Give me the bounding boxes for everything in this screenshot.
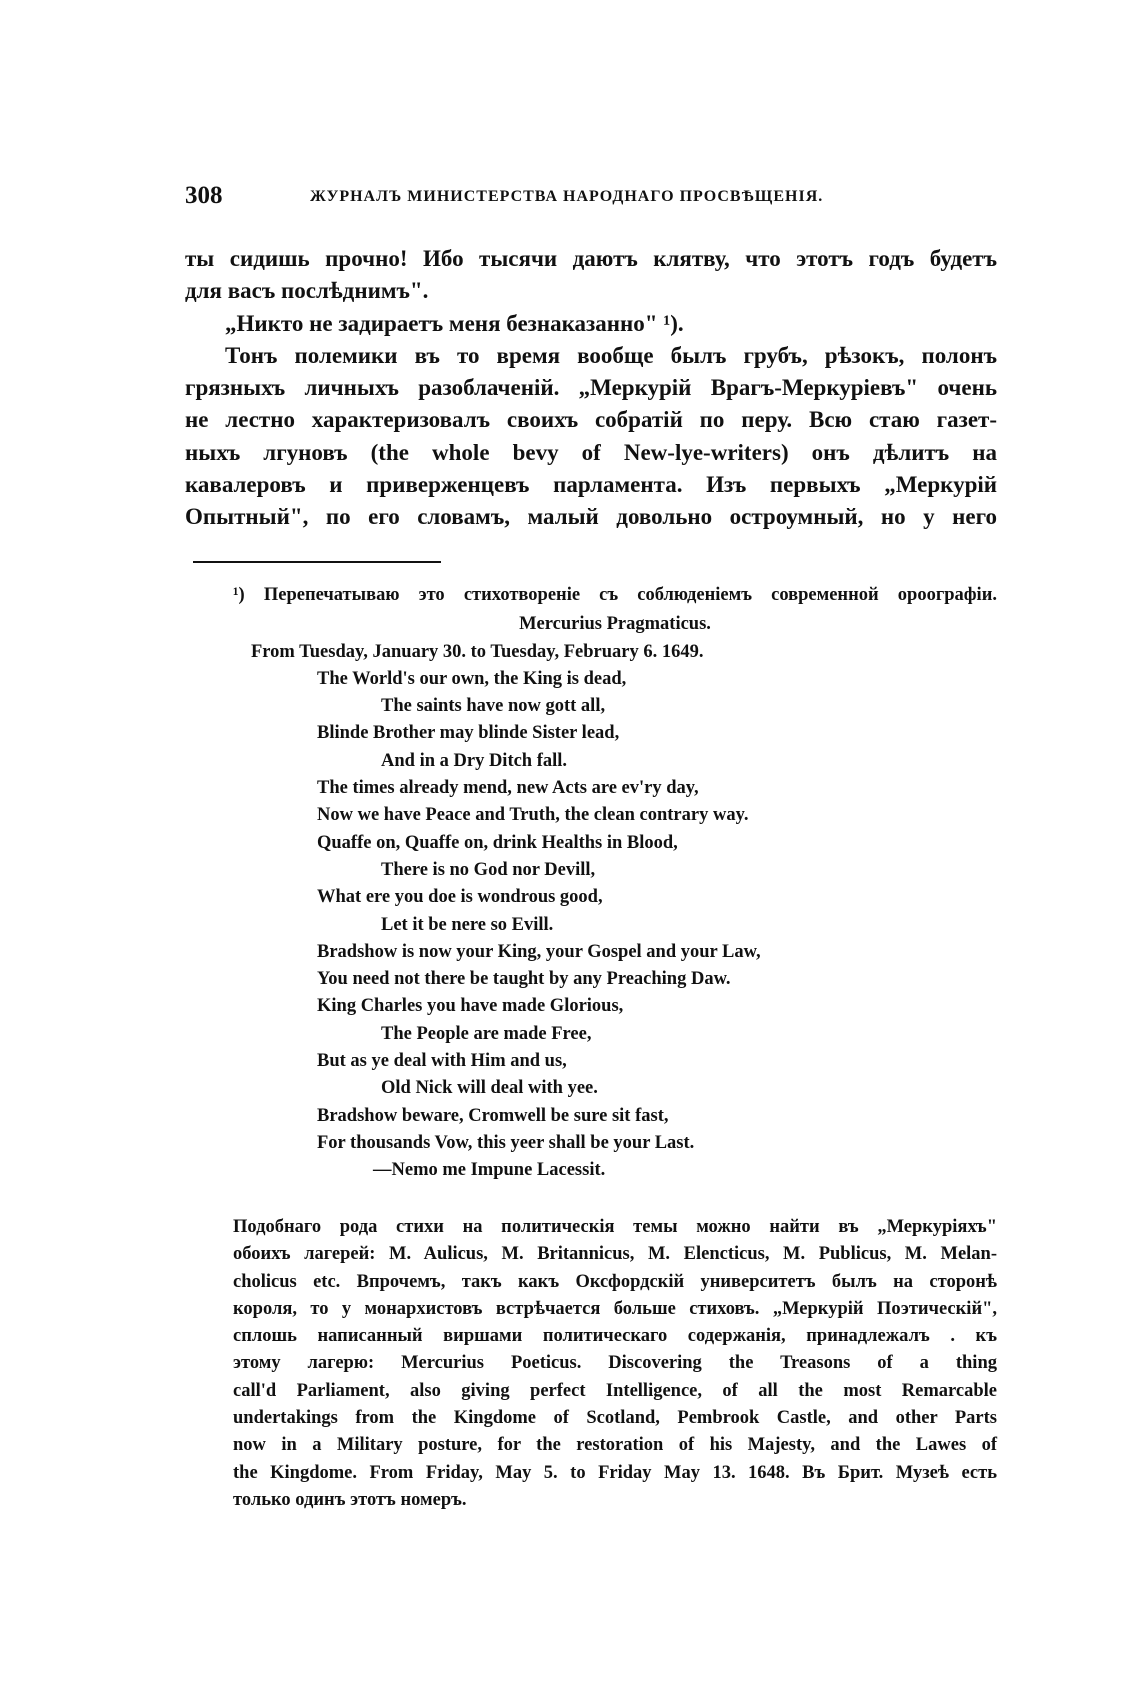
text-line: кавалеровъ и приверженцевъ парламента. Изъ первыхъ „Меркурій (185, 472, 997, 498)
verse-line: The People are made Free, (381, 1023, 592, 1044)
verse-line: You need not there be taught by any Preaching Daw. (317, 969, 731, 990)
text-line: этому лагерю: Mercurius Poeticus. Discovering the Treasons of a thing (233, 1353, 997, 1374)
text-line: только одинъ этотъ номеръ. (233, 1489, 467, 1510)
verse-line: Now we have Peace and Truth, the clean contrary way. (317, 805, 749, 826)
verse-line: Bradshow is now your King, your Gospel and your Law, (317, 941, 761, 962)
text-line: call'd Parliament, also giving perfect Intelligence, of all the most Remarcable (233, 1380, 997, 1401)
footnote-continuation (233, 1214, 997, 1514)
footnote-divider (193, 561, 441, 563)
text-line: cholicus etc. Впрочемъ, такъ какъ Оксфордскій университетъ былъ на сторонѣ (233, 1271, 997, 1292)
text-line: обоихъ лагерей: M. Aulicus, M. Britannicus, M. Elencticus, M. Publicus, M. Melan- (233, 1244, 997, 1265)
text-line: undertakings from the Kingdome of Scotland, Pembrook Castle, and other Parts (233, 1408, 997, 1429)
text-line: Подобнаго рода стихи на политическія темы можно найти въ „Меркуріяхъ" (233, 1217, 997, 1237)
footnote (233, 582, 997, 1185)
text-line: the Kingdome. From Friday, May 5. to Friday May 13. 1648. Въ Брит. Музеѣ есть (233, 1462, 997, 1483)
running-head: ЖУРНАЛЪ МИНИСТЕРСТВА НАРОДНАГО ПРОСВѢЩЕНІЯ. (310, 188, 824, 205)
page-number: 308 (185, 182, 223, 209)
text-line: сплошь написанный виршами политическаго содержанія, принадлежалъ . къ (233, 1326, 997, 1347)
verse-line: And in a Dry Ditch fall. (381, 750, 568, 771)
poem-verse (233, 666, 997, 1185)
verse-line: Let it be nere so Evill. (381, 914, 554, 935)
text-line: ныхъ лгуновъ (the whole bevy of New-lye-writers) онъ дѣлитъ на (185, 439, 997, 465)
verse-line: The saints have now gott all, (381, 696, 606, 717)
poem-date: From Tuesday, January 30. to Tuesday, February 6. 1649. (251, 641, 704, 662)
text-line: короля, то у монархистовъ встрѣчается больше стиховъ. „Меркурій Поэтическій", (233, 1298, 997, 1319)
verse-line: There is no God nor Devill, (381, 859, 596, 880)
verse-line: What ere you doe is wondrous good, (317, 887, 603, 908)
main-text (185, 243, 997, 534)
verse-line: Quaffe on, Quaffe on, drink Healths in Blood, (317, 832, 678, 853)
text-line: „Никто не задираетъ меня безнаказанно" ¹). (225, 310, 684, 336)
verse-line: Old Nick will deal with yee. (381, 1078, 598, 1099)
verse-line: For thousands Vow, this yeer shall be your Last. (317, 1132, 695, 1153)
text-line: Опытный", по его словамъ, малый довольно остроумный, но у него (185, 504, 997, 530)
text-line: не лестно характеризовалъ своихъ собратій по перу. Всю стаю газет- (185, 407, 997, 433)
verse-line: Blinde Brother may blinde Sister lead, (317, 723, 620, 744)
verse-line: The World's our own, the King is dead, (317, 668, 627, 689)
verse-line: King Charles you have made Glorious, (317, 996, 624, 1017)
verse-motto: —Nemo me Impune Lacessit. (373, 1160, 606, 1181)
text-line: ты сидишь прочно! Ибо тысячи даютъ клятву, что этотъ годъ будетъ (185, 246, 997, 271)
text-line: now in a Military posture, for the restoration of his Majesty, and the Lawes of (233, 1435, 997, 1456)
poem-title: Mercurius Pragmaticus. (519, 614, 711, 635)
text-line: грязныхъ личныхъ разоблаченій. „Меркурій Врагъ-Меркуріевъ" очень (185, 375, 997, 401)
page-header (185, 182, 1005, 212)
verse-line: But as ye deal with Him and us, (317, 1051, 567, 1072)
text-line: Тонъ полемики въ то время вообще былъ грубъ, рѣзокъ, полонъ (225, 342, 997, 368)
text-line: для васъ послѣднимъ". (185, 278, 429, 304)
verse-line: Bradshow beware, Cromwell be sure sit fast, (317, 1105, 669, 1126)
verse-line: The times already mend, new Acts are ev'ry day, (317, 778, 699, 799)
footnote-note: ¹) Перепечатываю это стихотвореніе съ соблюденіемъ современной ороографіи. (233, 585, 997, 605)
